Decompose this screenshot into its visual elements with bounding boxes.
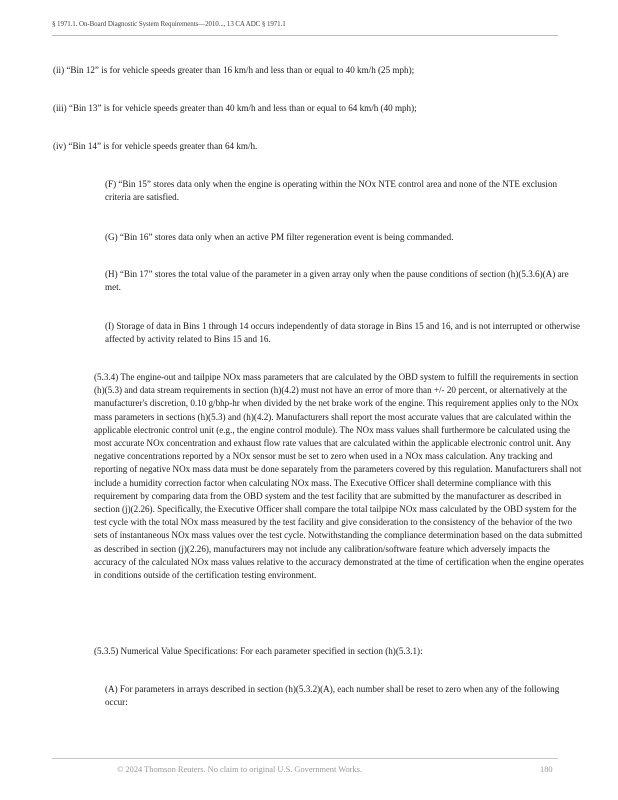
paragraph-5-3-5-a: (A) For parameters in arrays described in section (h)(5.3.2)(A), each number shall be reset to zero when any of the following occur: xyxy=(105,684,560,708)
footer-copyright: © 2024 Thomson Reuters. No claim to original U.S. Government Works. xyxy=(117,765,362,774)
paragraph-bin-17: (H) “Bin 17” stores the total value of the parameter in a given array only when the pause conditions of section (h)(5.3.6)(A) are met. xyxy=(105,269,569,293)
paragraph-5-3-5: (5.3.5) Numerical Value Specifications: For each parameter specified in section (h)(5.3.1): xyxy=(94,646,423,656)
paragraph-bin-16: (G) “Bin 16” stores data only when an active PM filter regeneration event is being commanded. xyxy=(105,232,454,242)
footer-divider xyxy=(52,758,558,759)
header-divider xyxy=(52,35,558,36)
paragraph-bin-12: (ii) “Bin 12” is for vehicle speeds greater than 16 km/h and less than or equal to 40 km/h (25 mph); xyxy=(53,65,415,75)
paragraph-5-3-4: (5.3.4) The engine-out and tailpipe NOx mass parameters that are calculated by the OBD system to fulfill the requirements in section (h)(5.3) and data stream requirements in section (h)(4.2) must not have an error of more than +/- 20 percent, or alternatively at the manufacturer's discretion, 0.10 g/bhp-hr when divided by the net brake work of the engine. This requirement applies only to the NOx mass parameters in sections (h)(5.3) and (h)(4.2). Manufacturers shall report the most accurate values that are calculated within the applicable electronic control unit (e.g., the engine control module). The NOx mass values shall furthermore be calculated using the most accurate NOx concentration and exhaust flow rate values that are calculated within the applicable electronic control unit. Any negative concentrations reported by a NOx sensor must be set to zero when used in a NOx mass calculation. Any tracking and reporting of negative NOx mass data must be done separately from the parameters covered by this regulation. Manufacturers shall not include a humidity correction factor when calculating NOx mass. The Executive Officer shall determine compliance with this requirement by comparing data from the OBD system and the test facility that are submitted by the manufacturer as described in section (j)(2.26). Specifically, the Executive Officer shall compare the total tailpipe NOx mass calculated by the OBD system for the test cycle with the total NOx mass measured by the test facility and give consideration to the consistency of the behavior of the two sets of instantaneous NOx mass values over the test cycle. Notwithstanding the compliance determination based on the data submitted as described in section (j)(2.26), manufacturers may not include any calibration/software feature which adversely impacts the accuracy of the calculated NOx mass values relative to the accuracy demonstrated at the time of certification when the engine operates in conditions outside of the certification testing environment. xyxy=(94,372,584,581)
page-number: 180 xyxy=(540,765,553,774)
paragraph-bin-13: (iii) “Bin 13” is for vehicle speeds greater than 40 km/h and less than or equal to 64 km/h (40 mph); xyxy=(53,103,417,113)
running-header: § 1971.1. On-Board Diagnostic System Requirements—2010..., 13 CA ADC § 1971.1 xyxy=(52,20,286,28)
paragraph-bins-storage: (I) Storage of data in Bins 1 through 14 occurs independently of data storage in Bins 15 and 16, and is not interrupted or otherwise affected by activity related to Bins 15 and 16. xyxy=(105,321,581,345)
paragraph-bin-15: (F) “Bin 15” stores data only when the engine is operating within the NOx NTE control area and none of the NTE exclusion criteria are satisfied. xyxy=(105,179,558,203)
paragraph-bin-14: (iv) “Bin 14” is for vehicle speeds greater than 64 km/h. xyxy=(53,141,258,151)
